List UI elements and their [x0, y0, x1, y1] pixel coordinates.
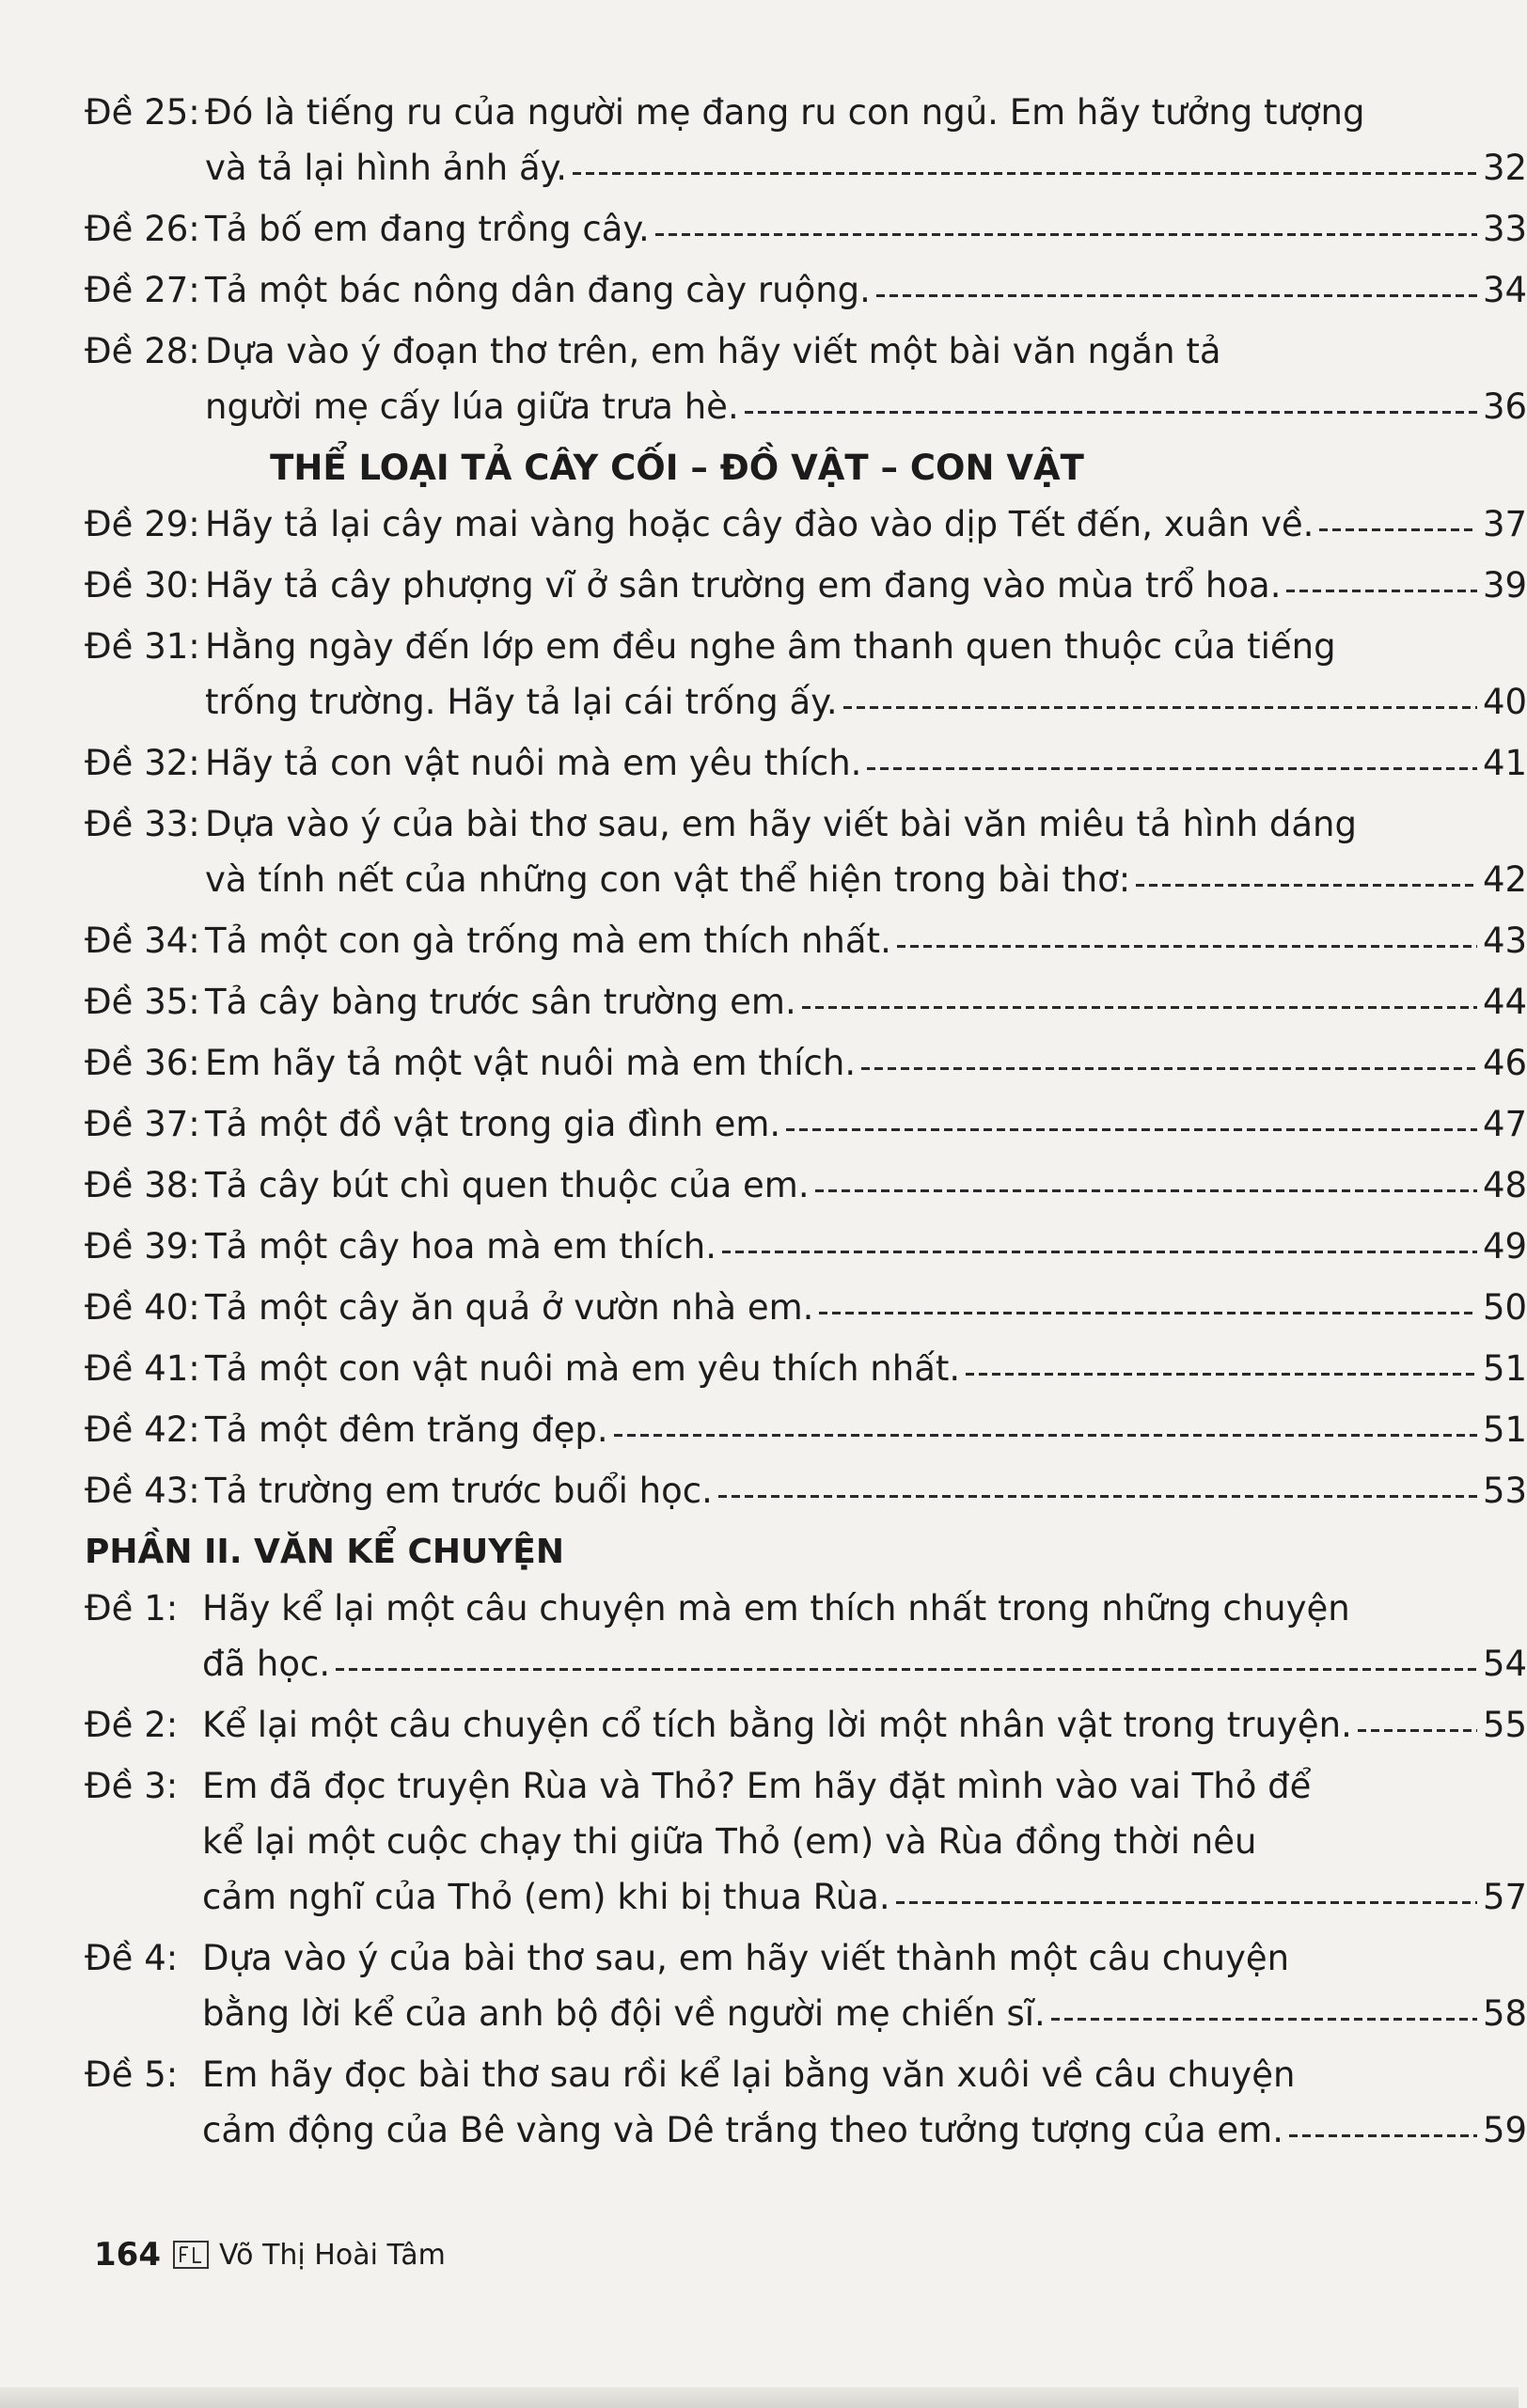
entry-page-number: 40 [1483, 682, 1527, 722]
dot-leader [867, 767, 1477, 770]
dot-leader [843, 706, 1477, 709]
dot-leader [966, 1373, 1477, 1376]
toc-entry [85, 262, 1527, 318]
entry-label: Đề 32: [85, 743, 200, 783]
entry-label: Đề 25: [85, 92, 200, 133]
entry-title-line: trống trường. Hãy tả lại cái trống ấy. [205, 682, 838, 722]
page-edge [0, 2387, 1519, 2408]
entry-label: Đề 35: [85, 982, 200, 1022]
dot-leader [722, 1251, 1477, 1253]
toc-group-describing-objects [85, 496, 1527, 1519]
entry-body [205, 1402, 1527, 1457]
entry-last-line [205, 379, 1527, 434]
entry-title-line: cảm nghĩ của Thỏ (em) khi bị thua Rùa. [202, 1877, 890, 1917]
entry-title-line: Hãy kể lại một câu chuyện mà em thích nhất trong những chuyện [202, 1588, 1350, 1629]
entry-last-line [202, 1697, 1527, 1753]
entry-title-line: Hãy tả cây phượng vĩ ở sân trường em đang vào mùa trổ hoa. [205, 565, 1282, 606]
entry-body [205, 1463, 1527, 1519]
entry-label: Đề 27: [85, 270, 200, 310]
entry-page-number: 46 [1483, 1043, 1527, 1083]
entry-title-line: Tả cây bàng trước sân trường em. [205, 982, 796, 1022]
entry-label: Đề 40: [85, 1287, 200, 1328]
dot-leader [786, 1128, 1477, 1131]
entry-last-line [202, 2102, 1527, 2158]
entry-page-number: 43 [1483, 921, 1527, 961]
entry-label: Đề 2: [85, 1705, 179, 1745]
entry-label: Đề 1: [85, 1588, 179, 1629]
entry-label: Đề 39: [85, 1226, 200, 1267]
toc-entry [85, 1463, 1527, 1519]
page-footer [94, 2236, 446, 2274]
section-heading: THỂ LOẠI TẢ CÂY CỐI – ĐỒ VẬT – CON VẬT [270, 448, 1084, 488]
entry-last-line [205, 496, 1527, 552]
entry-title-line: Dựa vào ý của bài thơ sau, em hãy viết bài văn miêu tả hình dáng [205, 804, 1357, 844]
toc-entry [85, 1035, 1527, 1091]
entry-page-number: 54 [1483, 1644, 1527, 1684]
entry-label: Đề 28: [85, 331, 200, 371]
entry-title-line: Đó là tiếng ru của người mẹ đang ru con ngủ. Em hãy tưởng tượng [205, 92, 1365, 133]
entry-title-line: Tả một bác nông dân đang cày ruộng. [205, 270, 871, 310]
entry-last-line [205, 1341, 1527, 1396]
entry-label: Đề 34: [85, 921, 200, 961]
entry-title-line: Tả một đêm trăng đẹp. [205, 1409, 608, 1450]
dot-leader [861, 1067, 1477, 1070]
entry-last-line [205, 974, 1527, 1030]
table-of-contents [85, 85, 1527, 2158]
entry-body [205, 619, 1527, 730]
toc-entry [85, 1157, 1527, 1213]
entry-label: Đề 31: [85, 626, 200, 667]
entry-last-line [202, 1636, 1527, 1692]
toc-entry [85, 1930, 1527, 2041]
dot-leader [815, 1189, 1477, 1192]
entry-last-line [205, 558, 1527, 613]
entry-page-number: 51 [1483, 1409, 1527, 1450]
entry-last-line [205, 201, 1527, 257]
entry-body [205, 201, 1527, 257]
entry-label: Đề 37: [85, 1104, 200, 1144]
entry-last-line [205, 1280, 1527, 1335]
dot-leader [1286, 590, 1477, 592]
entry-title-line: đã học. [202, 1644, 331, 1684]
book-icon [172, 2238, 210, 2272]
dot-leader [614, 1434, 1477, 1437]
entry-body [205, 323, 1527, 434]
toc-entry [85, 1341, 1527, 1396]
toc-entry [85, 619, 1527, 730]
dot-leader [718, 1495, 1477, 1498]
dot-leader [1051, 2018, 1477, 2021]
entry-page-number: 59 [1483, 2110, 1527, 2150]
entry-page-number: 53 [1483, 1471, 1527, 1511]
entry-title-line: Tả một con gà trống mà em thích nhất. [205, 921, 891, 961]
entry-title-line: Hãy tả con vật nuôi mà em yêu thích. [205, 743, 862, 783]
entry-page-number: 44 [1483, 982, 1527, 1022]
entry-title-line: Hãy tả lại cây mai vàng hoặc cây đào vào dịp Tết đến, xuân về. [205, 504, 1314, 544]
entry-body [205, 1096, 1527, 1152]
entry-title-line: Tả một cây ăn quả ở vườn nhà em. [205, 1287, 814, 1328]
entry-body [205, 558, 1527, 613]
dot-leader [336, 1668, 1477, 1671]
entry-title-line: người mẹ cấy lúa giữa trưa hè. [205, 386, 739, 427]
entry-page-number: 58 [1483, 1993, 1527, 2034]
entry-body [205, 974, 1527, 1030]
entry-title-line: và tả lại hình ảnh ấy. [205, 148, 568, 188]
entry-title-line: Dựa vào ý đoạn thơ trên, em hãy viết một bài văn ngắn tả [205, 331, 1221, 371]
entry-title-line: bằng lời kể của anh bộ đội về người mẹ chiến sĩ. [202, 1993, 1046, 2034]
dot-leader [1319, 528, 1477, 531]
entry-body [202, 1581, 1527, 1692]
entry-page-number: 50 [1483, 1287, 1527, 1328]
entry-page-number: 49 [1483, 1226, 1527, 1267]
part-heading: PHẦN II. VĂN KỂ CHUYỆN [85, 1533, 565, 1571]
entry-body [202, 2047, 1527, 2158]
dot-leader [802, 1006, 1477, 1009]
entry-page-number: 39 [1483, 565, 1527, 606]
entry-page-number: 51 [1483, 1348, 1527, 1389]
dot-leader [876, 294, 1477, 297]
entry-label: Đề 29: [85, 504, 200, 544]
entry-label: Đề 3: [85, 1766, 179, 1806]
entry-title-line: kể lại một cuộc chạy thi giữa Thỏ (em) và Rùa đồng thời nêu [202, 1821, 1257, 1862]
entry-page-number: 42 [1483, 859, 1527, 900]
entry-title-line: Tả trường em trước buổi học. [205, 1471, 713, 1511]
dot-leader [745, 411, 1477, 414]
entry-page-number: 36 [1483, 386, 1527, 427]
entry-page-number: 48 [1483, 1165, 1527, 1205]
toc-entry [85, 2047, 1527, 2158]
entry-page-number: 41 [1483, 743, 1527, 783]
entry-last-line [205, 1096, 1527, 1152]
toc-entry [85, 735, 1527, 791]
entry-body [205, 796, 1527, 907]
entry-page-number: 47 [1483, 1104, 1527, 1144]
entry-title-line: Em hãy đọc bài thơ sau rồi kể lại bằng văn xuôi về câu chuyện [202, 2054, 1296, 2095]
entry-page-number: 32 [1483, 148, 1527, 188]
toc-group-storytelling [85, 1581, 1527, 2158]
entry-title-line: và tính nết của những con vật thể hiện trong bài thơ: [205, 859, 1131, 900]
entry-label: Đề 4: [85, 1938, 179, 1978]
entry-title-line: Tả một con vật nuôi mà em yêu thích nhất. [205, 1348, 961, 1389]
toc-entry [85, 85, 1527, 196]
entry-page-number: 37 [1483, 504, 1527, 544]
entry-last-line [205, 140, 1527, 196]
entry-last-line [205, 852, 1527, 907]
entry-title-line: Kể lại một câu chuyện cổ tích bằng lời một nhân vật trong truyện. [202, 1705, 1352, 1745]
entry-label: Đề 33: [85, 804, 200, 844]
entry-last-line [205, 1463, 1527, 1519]
toc-entry [85, 1219, 1527, 1274]
entry-body [202, 1697, 1527, 1753]
toc-entry [85, 796, 1527, 907]
entry-page-number: 57 [1483, 1877, 1527, 1917]
entry-body [205, 1157, 1527, 1213]
dot-leader [897, 945, 1477, 948]
entry-body [205, 1035, 1527, 1091]
entry-last-line [205, 913, 1527, 968]
entry-label: Đề 5: [85, 2054, 179, 2095]
entry-body [205, 85, 1527, 196]
entry-label: Đề 42: [85, 1409, 200, 1450]
toc-entry [85, 1697, 1527, 1753]
entry-title-line: Tả một đồ vật trong gia đình em. [205, 1104, 781, 1144]
entry-body [205, 735, 1527, 791]
entry-last-line [205, 1402, 1527, 1457]
toc-entry [85, 1758, 1527, 1925]
entry-label: Đề 41: [85, 1348, 200, 1389]
toc-entry [85, 1280, 1527, 1335]
entry-body [202, 1758, 1527, 1925]
entry-page-number: 34 [1483, 270, 1527, 310]
entry-last-line [205, 1157, 1527, 1213]
toc-entry [85, 913, 1527, 968]
entry-last-line [202, 1986, 1527, 2041]
entry-title-line: Tả một cây hoa mà em thích. [205, 1226, 717, 1267]
toc-entry [85, 1402, 1527, 1457]
entry-body [205, 1341, 1527, 1396]
entry-title-line: Em đã đọc truyện Rùa và Thỏ? Em hãy đặt mình vào vai Thỏ để [202, 1766, 1312, 1806]
entry-body [205, 1219, 1527, 1274]
toc-entry [85, 558, 1527, 613]
toc-entry [85, 323, 1527, 434]
entry-page-number: 55 [1483, 1705, 1527, 1745]
entry-last-line [202, 1869, 1527, 1925]
entry-title-line: Em hãy tả một vật nuôi mà em thích. [205, 1043, 857, 1083]
dot-leader [1136, 884, 1477, 887]
dot-leader [1358, 1729, 1477, 1732]
toc-group-describing-people [85, 85, 1527, 434]
entry-body [205, 496, 1527, 552]
entry-last-line [205, 262, 1527, 318]
entry-label: Đề 36: [85, 1043, 200, 1083]
entry-label: Đề 38: [85, 1165, 200, 1205]
author-name: Võ Thị Hoài Tâm [218, 2238, 446, 2272]
entry-label: Đề 30: [85, 565, 200, 606]
entry-body [205, 1280, 1527, 1335]
entry-label: Đề 43: [85, 1471, 200, 1511]
entry-label: Đề 26: [85, 209, 200, 249]
entry-body [202, 1930, 1527, 2041]
toc-entry [85, 201, 1527, 257]
entry-page-number: 33 [1483, 209, 1527, 249]
entry-title-line: Tả cây bút chì quen thuộc của em. [205, 1165, 810, 1205]
entry-last-line [205, 1219, 1527, 1274]
dot-leader [573, 172, 1477, 175]
page-number: 164 [94, 2236, 161, 2274]
toc-entry [85, 1096, 1527, 1152]
dot-leader [896, 1901, 1477, 1904]
entry-title-line: Tả bố em đang trồng cây. [205, 209, 650, 249]
entry-last-line [205, 674, 1527, 730]
entry-body [205, 262, 1527, 318]
dot-leader [1289, 2134, 1477, 2137]
dot-leader [819, 1312, 1477, 1314]
entry-title-line: Hằng ngày đến lớp em đều nghe âm thanh quen thuộc của tiếng [205, 626, 1336, 667]
toc-entry [85, 974, 1527, 1030]
dot-leader [655, 233, 1477, 236]
entry-title-line: cảm động của Bê vàng và Dê trắng theo tưởng tượng của em. [202, 2110, 1283, 2150]
entry-last-line [205, 1035, 1527, 1091]
entry-body [205, 913, 1527, 968]
toc-entry [85, 1581, 1527, 1692]
toc-entry [85, 496, 1527, 552]
entry-title-line: Dựa vào ý của bài thơ sau, em hãy viết thành một câu chuyện [202, 1938, 1290, 1978]
entry-last-line [205, 735, 1527, 791]
